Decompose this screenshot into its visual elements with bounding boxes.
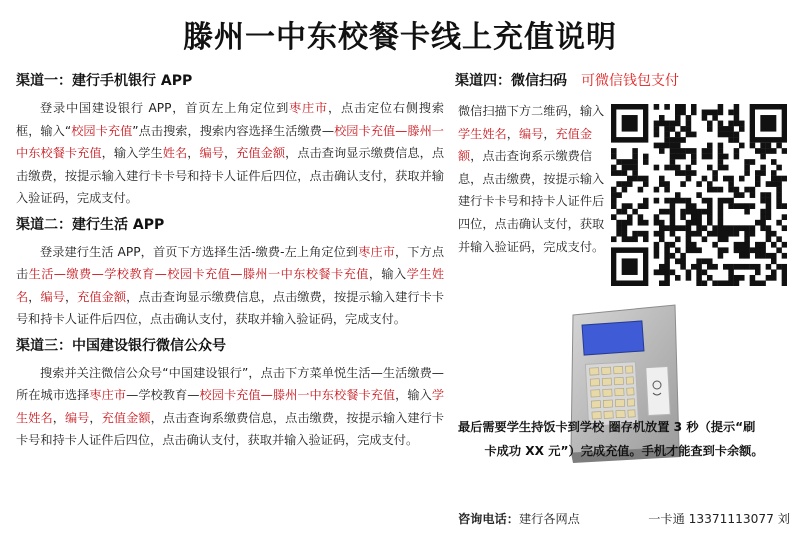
body-text: 微信扫描下方二维码，输入: [458, 104, 605, 118]
body-text: 搜索并关注微信公众号“中国建设银行”，点击下方菜单悦生活—生活缴费—所在城市选择: [16, 365, 444, 402]
body-text: 登录建行生活 APP，首页下方选择生活-缴费-左上角定位到: [40, 244, 359, 259]
highlight-text: 生活—缴费—学校教育—校园卡充值—滕州一中东校餐卡充值: [28, 267, 369, 281]
channel1-text: [16, 97, 444, 210]
highlight-text: 姓名: [162, 146, 188, 160]
highlight-text: 充值金额: [101, 410, 151, 425]
channel3-text: [16, 362, 444, 452]
body-text: 登录中国建设银行 APP，首页左上角定位到: [40, 101, 290, 115]
highlight-text: 校园卡充值—滕州一中东校餐卡充值: [199, 388, 396, 402]
channel2-text: [16, 241, 444, 331]
channel4-heading-row: [455, 70, 793, 92]
contact-left: [458, 510, 580, 527]
highlight-text: 编号: [40, 289, 65, 304]
highlight-text: 学生姓名: [16, 388, 445, 425]
channel4-text: [458, 100, 606, 258]
highlight-text: 校园卡充值: [71, 123, 133, 138]
channel1-heading: 渠道一：建行手机银行 APP: [16, 73, 193, 89]
body-text: ，点击查询显示缴费信息，点击缴费，按提示输入建行卡卡号和持卡人证件后四位，点击确认支付，获取并输入验证码，完成支付。: [16, 146, 445, 205]
body-text: ，输入: [368, 267, 407, 281]
final-note-line2: 卡成功 XX 元”）完成充值。手机才能查到卡余额。: [484, 443, 764, 458]
highlight-text: 充值金额: [77, 289, 127, 304]
body-text: ，输入学生: [101, 146, 163, 160]
wallet-pay-note: 可微信钱包支付: [581, 73, 679, 89]
contact-value: 建行各网点: [518, 512, 580, 526]
highlight-text: 枣庄市: [289, 101, 329, 115]
body-text: —学校教育—: [126, 388, 200, 402]
page-title: 滕州一中东校餐卡线上充值说明: [183, 20, 617, 55]
highlight-text: 编号: [518, 126, 544, 141]
body-text: ，: [543, 126, 556, 141]
body-text: ，: [223, 146, 237, 160]
highlight-text: 编号: [199, 146, 224, 160]
highlight-text: 枣庄市: [89, 388, 127, 402]
body-text: ，点击查询系示缴费信息，点击缴费，按提示输入建行卡卡号和持卡人证件后四位，点击确认支付，获取并输入验证码，完成支付。: [458, 149, 605, 254]
body-text: ，: [64, 289, 78, 304]
body-text: ，下方点击: [16, 244, 445, 281]
body-text: ”点击搜索，搜索内容选择生活缴费—: [132, 123, 335, 138]
body-text: ，点击查询系缴费信息，点击缴费，按提示输入建行卡卡号和持卡人证件后四位，点击确认支付，获取并输入验证码，完成支付。: [16, 410, 445, 447]
body-text: ，: [52, 410, 65, 425]
channel3-heading: 渠道三：中国建设银行微信公众号: [16, 337, 226, 354]
body-text: ，: [187, 146, 200, 160]
left-column: [16, 70, 444, 456]
body-text: ，点击定位右侧搜索框，输入“: [16, 101, 445, 138]
highlight-text: 学生姓名: [458, 126, 507, 141]
body-text: ，输入: [395, 388, 432, 402]
body-text: ，: [28, 289, 41, 304]
highlight-text: 校园卡充值—滕州一中东校餐卡充值: [16, 123, 444, 160]
channel2-heading: 渠道二：建行生活 APP: [16, 216, 165, 233]
highlight-text: 枣庄市: [358, 244, 396, 259]
contact-label: 咨询电话：: [458, 512, 519, 526]
highlight-text: 充值金额: [458, 126, 593, 164]
body-text: ，: [89, 410, 102, 425]
final-note-line1: 最后需要学生持饭卡到学校 圈存机放置 3 秒（提示“刷: [458, 420, 756, 434]
right-column: [455, 70, 793, 526]
body-text: ，: [506, 126, 519, 141]
body-text: ，点击查询显示缴费信息，点击缴费，按提示输入建行卡卡号和持卡人证件后四位，点击确认支付，获取并输入验证码，完成支付。: [16, 289, 445, 326]
highlight-text: 学生姓名: [16, 267, 445, 304]
qr-code: [611, 104, 787, 286]
channel4-heading: 渠道四：微信扫码: [455, 73, 567, 89]
highlight-text: 充值金额: [236, 146, 286, 160]
contact-card-phone: 一卡通 13371113077 刘: [648, 512, 790, 526]
highlight-text: 编号: [64, 410, 90, 425]
contact-row: [458, 510, 790, 527]
final-note: [458, 416, 790, 463]
